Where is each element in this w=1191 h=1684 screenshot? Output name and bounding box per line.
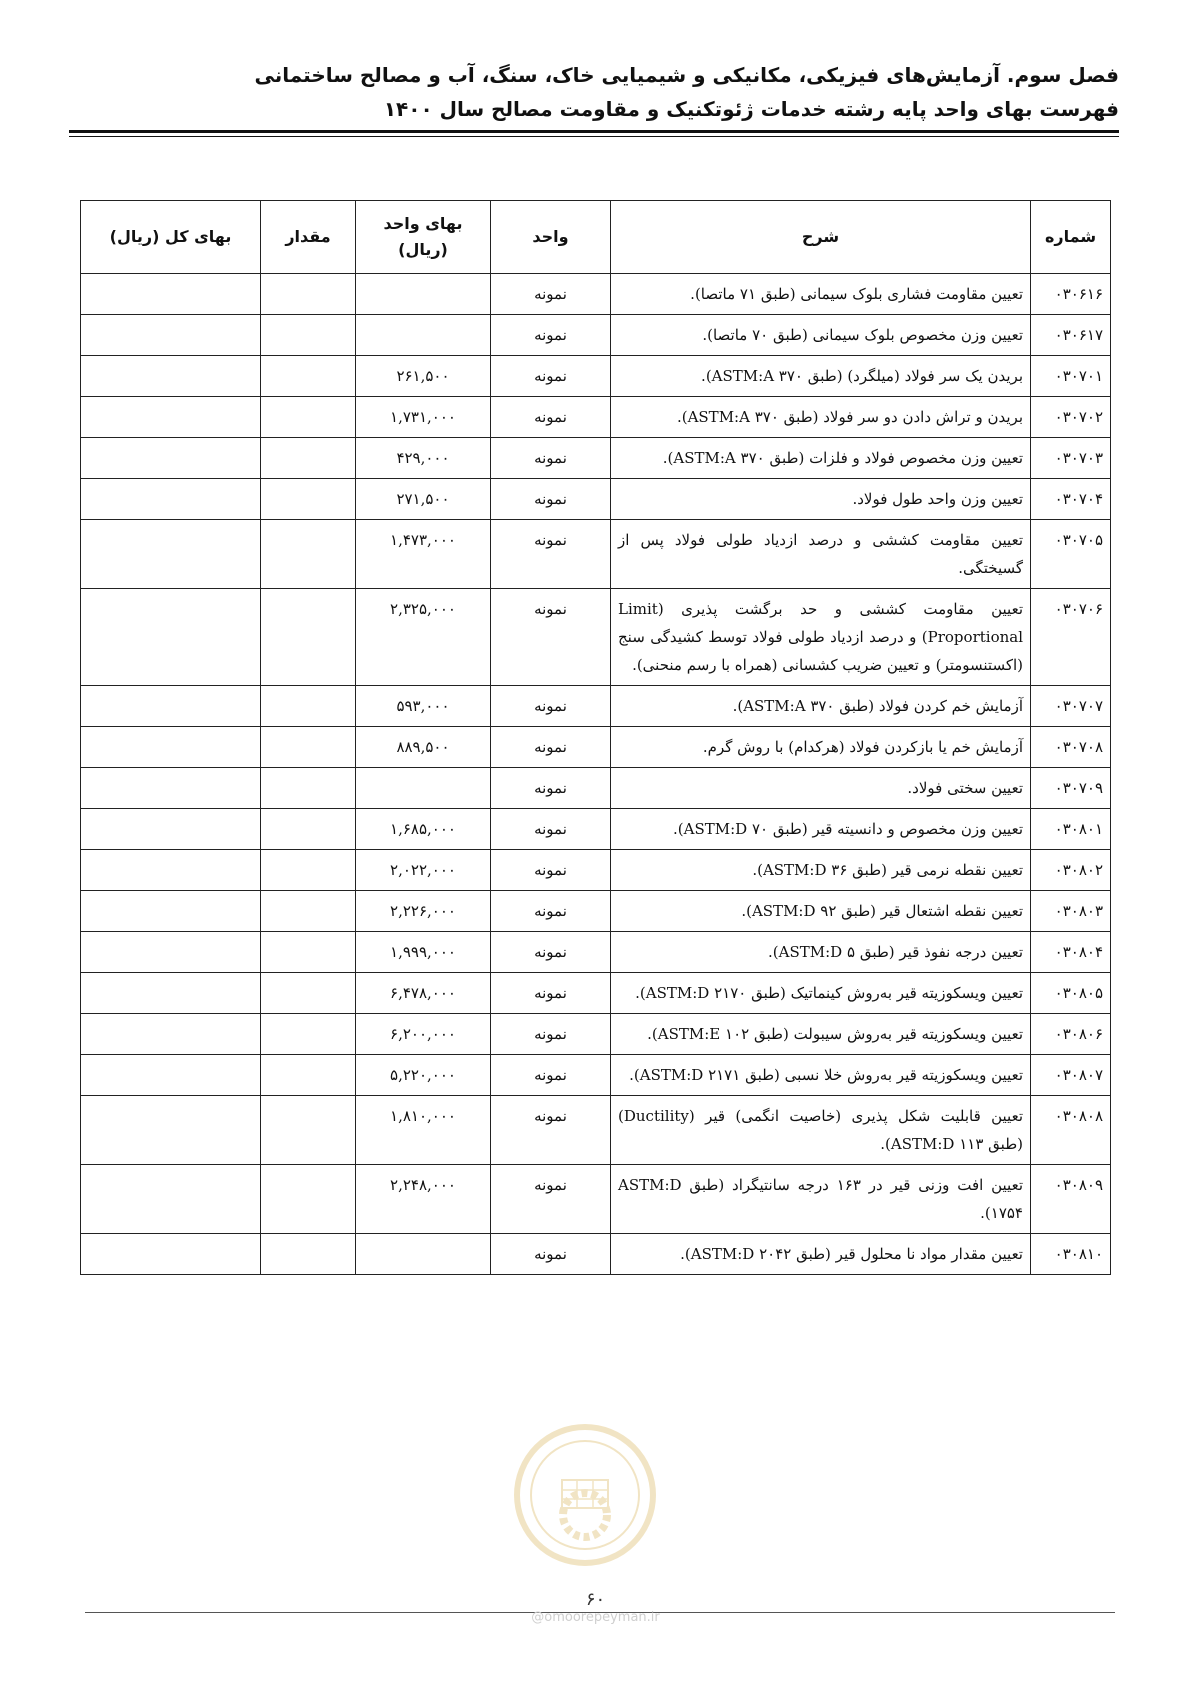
row-unit: نمونه bbox=[491, 727, 611, 768]
row-description: تعیین نقطه نرمی قیر (طبق ASTM:D ۳۶). bbox=[611, 850, 1031, 891]
row-description: تعیین وزن مخصوص بلوک سیمانی (طبق ۷۰ ماتصا). bbox=[611, 315, 1031, 356]
row-unit: نمونه bbox=[491, 768, 611, 809]
table-row bbox=[81, 1055, 1111, 1096]
col-header-description: شرح bbox=[611, 201, 1031, 274]
row-code: ۰۳۰۸۰۳ bbox=[1031, 891, 1111, 932]
row-code: ۰۳۰۶۱۷ bbox=[1031, 315, 1111, 356]
table-row bbox=[81, 850, 1111, 891]
table-row bbox=[81, 973, 1111, 1014]
row-description: تعیین ویسکوزیته قیر به‌روش سیبولت (طبق ASTM:E ۱۰۲). bbox=[611, 1014, 1031, 1055]
row-total-price bbox=[81, 520, 261, 589]
row-unit: نمونه bbox=[491, 1234, 611, 1275]
row-code: ۰۳۰۸۰۸ bbox=[1031, 1096, 1111, 1165]
row-description: آزمایش خم یا بازکردن فولاد (هرکدام) با روش گرم. bbox=[611, 727, 1031, 768]
row-quantity bbox=[261, 274, 356, 315]
row-unit-price: ۱,۴۷۳,۰۰۰ bbox=[356, 520, 491, 589]
row-unit-price bbox=[356, 274, 491, 315]
row-code: ۰۳۰۸۰۵ bbox=[1031, 973, 1111, 1014]
header-rule-thin bbox=[69, 136, 1119, 137]
table-row bbox=[81, 1096, 1111, 1165]
row-code: ۰۳۰۷۰۵ bbox=[1031, 520, 1111, 589]
table-row bbox=[81, 768, 1111, 809]
row-code: ۰۳۰۸۰۴ bbox=[1031, 932, 1111, 973]
row-description: بریدن یک سر فولاد (میلگرد) (طبق ASTM:A ۳۷۰). bbox=[611, 356, 1031, 397]
row-unit: نمونه bbox=[491, 973, 611, 1014]
row-quantity bbox=[261, 589, 356, 686]
table-row bbox=[81, 479, 1111, 520]
row-unit: نمونه bbox=[491, 479, 611, 520]
row-description: تعیین درجه نفوذ قیر (طبق ASTM:D ۵). bbox=[611, 932, 1031, 973]
row-quantity bbox=[261, 1234, 356, 1275]
row-description: تعیین سختی فولاد. bbox=[611, 768, 1031, 809]
row-total-price bbox=[81, 589, 261, 686]
row-total-price bbox=[81, 932, 261, 973]
row-quantity bbox=[261, 727, 356, 768]
row-total-price bbox=[81, 438, 261, 479]
price-list-title: فهرست بهای واحد پایه رشته خدمات ژئوتکنیک و مقاومت مصالح سال ۱۴۰۰ bbox=[383, 97, 1119, 121]
table-row bbox=[81, 1234, 1111, 1275]
col-header-number: شماره bbox=[1031, 201, 1111, 274]
table-row bbox=[81, 520, 1111, 589]
row-description: آزمایش خم کردن فولاد (طبق ASTM:A ۳۷۰). bbox=[611, 686, 1031, 727]
row-description: تعیین مقاومت کششی و درصد ازدیاد طولی فولاد پس از گسیختگی. bbox=[611, 520, 1031, 589]
row-quantity bbox=[261, 1055, 356, 1096]
row-quantity bbox=[261, 1096, 356, 1165]
row-unit-price: ۲۶۱,۵۰۰ bbox=[356, 356, 491, 397]
row-quantity bbox=[261, 438, 356, 479]
table-row bbox=[81, 589, 1111, 686]
row-code: ۰۳۰۷۰۸ bbox=[1031, 727, 1111, 768]
row-quantity bbox=[261, 397, 356, 438]
row-unit-price bbox=[356, 1234, 491, 1275]
row-code: ۰۳۰۷۰۳ bbox=[1031, 438, 1111, 479]
row-description: تعیین وزن واحد طول فولاد. bbox=[611, 479, 1031, 520]
table-body bbox=[81, 274, 1111, 1275]
row-unit: نمونه bbox=[491, 891, 611, 932]
row-total-price bbox=[81, 891, 261, 932]
row-code: ۰۳۰۸۱۰ bbox=[1031, 1234, 1111, 1275]
row-description: بریدن و تراش دادن دو سر فولاد (طبق ASTM:A ۳۷۰). bbox=[611, 397, 1031, 438]
row-code: ۰۳۰۶۱۶ bbox=[1031, 274, 1111, 315]
row-code: ۰۳۰۸۰۷ bbox=[1031, 1055, 1111, 1096]
row-quantity bbox=[261, 1014, 356, 1055]
row-total-price bbox=[81, 479, 261, 520]
table-row bbox=[81, 438, 1111, 479]
col-header-unit: واحد bbox=[491, 201, 611, 274]
table-row bbox=[81, 1014, 1111, 1055]
page-header bbox=[69, 58, 1119, 126]
row-description: تعیین افت وزنی قیر در ۱۶۳ درجه سانتیگراد (طبق ASTM:D ۱۷۵۴). bbox=[611, 1165, 1031, 1234]
row-total-price bbox=[81, 1055, 261, 1096]
row-total-price bbox=[81, 727, 261, 768]
row-quantity bbox=[261, 891, 356, 932]
row-quantity bbox=[261, 850, 356, 891]
row-unit: نمونه bbox=[491, 932, 611, 973]
row-description: تعیین مقدار مواد نا محلول قیر (طبق ASTM:D ۲۰۴۲). bbox=[611, 1234, 1031, 1275]
row-quantity bbox=[261, 479, 356, 520]
row-quantity bbox=[261, 973, 356, 1014]
row-unit: نمونه bbox=[491, 809, 611, 850]
row-code: ۰۳۰۸۰۹ bbox=[1031, 1165, 1111, 1234]
table-row bbox=[81, 809, 1111, 850]
row-unit-price: ۴۲۹,۰۰۰ bbox=[356, 438, 491, 479]
company-seal-watermark bbox=[510, 1420, 660, 1570]
row-total-price bbox=[81, 356, 261, 397]
row-unit-price: ۲,۲۴۸,۰۰۰ bbox=[356, 1165, 491, 1234]
row-code: ۰۳۰۷۰۲ bbox=[1031, 397, 1111, 438]
row-unit-price: ۶,۲۰۰,۰۰۰ bbox=[356, 1014, 491, 1055]
table-row bbox=[81, 891, 1111, 932]
row-code: ۰۳۰۷۰۴ bbox=[1031, 479, 1111, 520]
table-row bbox=[81, 1165, 1111, 1234]
row-unit: نمونه bbox=[491, 438, 611, 479]
row-unit: نمونه bbox=[491, 397, 611, 438]
col-header-total-price: بهای کل (ریال) bbox=[81, 201, 261, 274]
row-total-price bbox=[81, 397, 261, 438]
row-unit-price: ۲,۲۲۶,۰۰۰ bbox=[356, 891, 491, 932]
row-description: تعیین مقاومت کششی و حد برگشت پذیری (Limit Proportional) و درصد ازدیاد طولی فولاد توسط کشیدگی سنج (اکستنسومتر) و تعیین ضریب کشسانی (همراه با رسم منحنی). bbox=[611, 589, 1031, 686]
row-total-price bbox=[81, 1014, 261, 1055]
row-total-price bbox=[81, 315, 261, 356]
row-unit-price: ۶,۴۷۸,۰۰۰ bbox=[356, 973, 491, 1014]
header-rule-thick bbox=[69, 130, 1119, 133]
row-quantity bbox=[261, 809, 356, 850]
row-unit: نمونه bbox=[491, 520, 611, 589]
table-header-row bbox=[81, 201, 1111, 274]
row-description: تعیین مقاومت فشاری بلوک سیمانی (طبق ۷۱ ماتصا). bbox=[611, 274, 1031, 315]
row-unit-price: ۵۹۳,۰۰۰ bbox=[356, 686, 491, 727]
row-description: تعیین وزن مخصوص و دانسیته قیر (طبق ASTM:D ۷۰). bbox=[611, 809, 1031, 850]
row-total-price bbox=[81, 1234, 261, 1275]
row-unit-price: ۲۷۱,۵۰۰ bbox=[356, 479, 491, 520]
row-unit: نمونه bbox=[491, 1096, 611, 1165]
row-quantity bbox=[261, 315, 356, 356]
row-unit: نمونه bbox=[491, 1014, 611, 1055]
row-unit: نمونه bbox=[491, 686, 611, 727]
row-quantity bbox=[261, 1165, 356, 1234]
row-unit: نمونه bbox=[491, 1165, 611, 1234]
row-unit: نمونه bbox=[491, 315, 611, 356]
row-total-price bbox=[81, 809, 261, 850]
row-total-price bbox=[81, 1096, 261, 1165]
row-code: ۰۳۰۷۰۱ bbox=[1031, 356, 1111, 397]
table-row bbox=[81, 397, 1111, 438]
row-total-price bbox=[81, 686, 261, 727]
row-total-price bbox=[81, 768, 261, 809]
row-unit: نمونه bbox=[491, 274, 611, 315]
row-unit: نمونه bbox=[491, 850, 611, 891]
row-unit: نمونه bbox=[491, 589, 611, 686]
row-code: ۰۳۰۷۰۷ bbox=[1031, 686, 1111, 727]
row-unit: نمونه bbox=[491, 1055, 611, 1096]
row-total-price bbox=[81, 1165, 261, 1234]
row-unit: نمونه bbox=[491, 356, 611, 397]
row-unit-price: ۲,۰۲۲,۰۰۰ bbox=[356, 850, 491, 891]
row-unit-price: ۱,۶۸۵,۰۰۰ bbox=[356, 809, 491, 850]
row-unit-price: ۲,۳۲۵,۰۰۰ bbox=[356, 589, 491, 686]
page-number: ۶۰ bbox=[585, 1589, 606, 1610]
row-quantity bbox=[261, 768, 356, 809]
row-code: ۰۳۰۸۰۱ bbox=[1031, 809, 1111, 850]
row-unit-price bbox=[356, 768, 491, 809]
row-total-price bbox=[81, 973, 261, 1014]
table-row bbox=[81, 727, 1111, 768]
row-description: تعیین وزن مخصوص فولاد و فلزات (طبق ASTM:A ۳۷۰). bbox=[611, 438, 1031, 479]
table-row bbox=[81, 315, 1111, 356]
row-total-price bbox=[81, 850, 261, 891]
row-unit-price: ۱,۸۱۰,۰۰۰ bbox=[356, 1096, 491, 1165]
row-code: ۰۳۰۷۰۹ bbox=[1031, 768, 1111, 809]
row-quantity bbox=[261, 520, 356, 589]
row-description: تعیین ویسکوزیته قیر به‌روش کینماتیک (طبق ASTM:D ۲۱۷۰). bbox=[611, 973, 1031, 1014]
row-unit-price: ۱,۹۹۹,۰۰۰ bbox=[356, 932, 491, 973]
chapter-title: فصل سوم. آزمایش‌های فیزیکی، مکانیکی و شیمیایی خاک، سنگ، آب و مصالح ساختمانی bbox=[254, 63, 1119, 87]
table-row bbox=[81, 686, 1111, 727]
footer-website: @omoorepeyman.ir bbox=[531, 1610, 660, 1625]
row-code: ۰۳۰۸۰۲ bbox=[1031, 850, 1111, 891]
row-description: تعیین قابلیت شکل پذیری (خاصیت انگمی) قیر (Ductility) (طبق ASTM:D ۱۱۳). bbox=[611, 1096, 1031, 1165]
row-unit-price: ۸۸۹,۵۰۰ bbox=[356, 727, 491, 768]
table-row bbox=[81, 932, 1111, 973]
col-header-quantity: مقدار bbox=[261, 201, 356, 274]
table-row bbox=[81, 356, 1111, 397]
row-code: ۰۳۰۷۰۶ bbox=[1031, 589, 1111, 686]
row-unit-price: ۵,۲۲۰,۰۰۰ bbox=[356, 1055, 491, 1096]
row-description: تعیین نقطه اشتعال قیر (طبق ASTM:D ۹۲). bbox=[611, 891, 1031, 932]
row-unit-price: ۱,۷۳۱,۰۰۰ bbox=[356, 397, 491, 438]
row-description: تعیین ویسکوزیته قیر به‌روش خلا نسبی (طبق ASTM:D ۲۱۷۱). bbox=[611, 1055, 1031, 1096]
table-row bbox=[81, 274, 1111, 315]
col-header-unit-price: بهای واحد (ریال) bbox=[356, 201, 491, 274]
row-quantity bbox=[261, 932, 356, 973]
row-quantity bbox=[261, 356, 356, 397]
row-quantity bbox=[261, 686, 356, 727]
row-total-price bbox=[81, 274, 261, 315]
row-unit-price bbox=[356, 315, 491, 356]
row-code: ۰۳۰۸۰۶ bbox=[1031, 1014, 1111, 1055]
price-table bbox=[80, 200, 1111, 1275]
